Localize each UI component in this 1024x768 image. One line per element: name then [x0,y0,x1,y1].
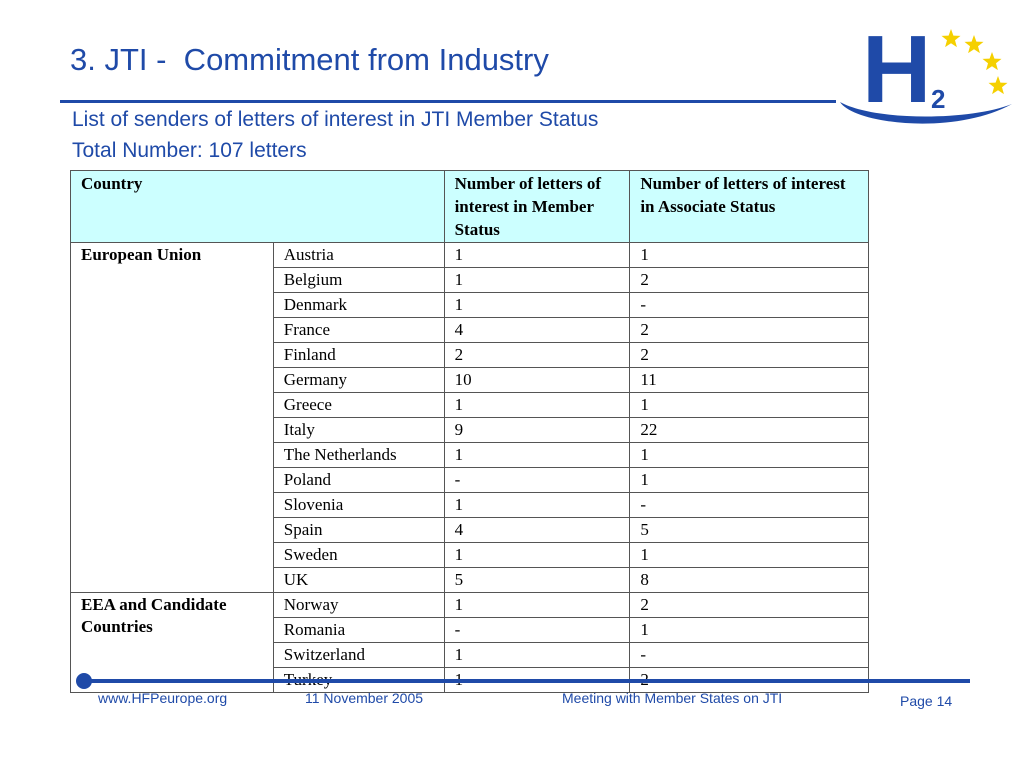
header-associate-status: Number of letters of interest in Associate Status [630,171,869,243]
member-status-cell: 5 [444,568,630,593]
country-cell: Norway [273,593,444,618]
footer-rule [84,679,970,683]
associate-status-cell: - [630,293,869,318]
title-underline [60,100,836,103]
associate-status-cell: 22 [630,418,869,443]
member-status-cell: 10 [444,368,630,393]
country-cell: Austria [273,243,444,268]
group-label: EEA and Candidate Countries [71,593,274,693]
logo-stars [942,29,1008,94]
associate-status-cell: 2 [630,268,869,293]
member-status-cell: 1 [444,493,630,518]
associate-status-cell: 11 [630,368,869,393]
member-status-cell: 1 [444,543,630,568]
associate-status-cell: 1 [630,543,869,568]
member-status-cell: 1 [444,643,630,668]
country-cell: Slovenia [273,493,444,518]
member-status-cell: 4 [444,518,630,543]
letters-table [70,170,869,693]
footer-website[interactable]: www.HFPeurope.org [98,690,228,706]
header-member-status: Number of letters of interest in Member Status [444,171,630,243]
table-header-row [71,171,869,243]
associate-status-cell: 1 [630,618,869,643]
logo-letter: H [862,18,932,123]
star-icon [989,76,1008,94]
star-icon [983,52,1002,70]
associate-status-cell: 1 [630,468,869,493]
associate-status-cell: 5 [630,518,869,543]
member-status-cell: 2 [444,343,630,368]
associate-status-cell: 1 [630,393,869,418]
associate-status-cell: - [630,493,869,518]
country-cell: The Netherlands [273,443,444,468]
h2-logo [834,18,1014,130]
member-status-cell: 1 [444,268,630,293]
associate-status-cell: 2 [630,318,869,343]
country-cell: Germany [273,368,444,393]
slide-title: 3. JTI - Commitment from Industry [70,42,549,77]
country-cell: Romania [273,618,444,643]
member-status-cell: 9 [444,418,630,443]
member-status-cell: 1 [444,293,630,318]
member-status-cell: 1 [444,393,630,418]
subtitle-list: List of senders of letters of interest in JTI Member Status [72,108,599,131]
table-body [71,243,869,693]
member-status-cell: - [444,618,630,643]
member-status-cell: 1 [444,243,630,268]
country-cell: Finland [273,343,444,368]
country-cell: Italy [273,418,444,443]
country-cell: Switzerland [273,643,444,668]
table-row [71,243,869,268]
header-country: Country [71,171,445,243]
country-cell: Sweden [273,543,444,568]
footer-date: 11 November 2005 [305,690,424,706]
associate-status-cell: 2 [630,593,869,618]
footer-page-number: Page 14 [900,693,953,709]
star-icon [965,35,984,53]
country-cell: Denmark [273,293,444,318]
member-status-cell: 1 [444,593,630,618]
country-cell: Poland [273,468,444,493]
country-cell: UK [273,568,444,593]
subtitle-total: Total Number: 107 letters [72,139,307,162]
logo-subscript: 2 [931,84,946,114]
country-cell: France [273,318,444,343]
associate-status-cell: 8 [630,568,869,593]
group-label: European Union [71,243,274,593]
footer-meeting: Meeting with Member States on JTI [562,690,783,706]
member-status-cell: 1 [444,443,630,468]
country-cell: Greece [273,393,444,418]
associate-status-cell: - [630,643,869,668]
associate-status-cell: 1 [630,243,869,268]
member-status-cell: - [444,468,630,493]
associate-status-cell: 2 [630,343,869,368]
associate-status-cell: 1 [630,443,869,468]
member-status-cell: 4 [444,318,630,343]
country-cell: Spain [273,518,444,543]
table-row [71,593,869,618]
country-cell: Belgium [273,268,444,293]
star-icon [942,29,961,47]
